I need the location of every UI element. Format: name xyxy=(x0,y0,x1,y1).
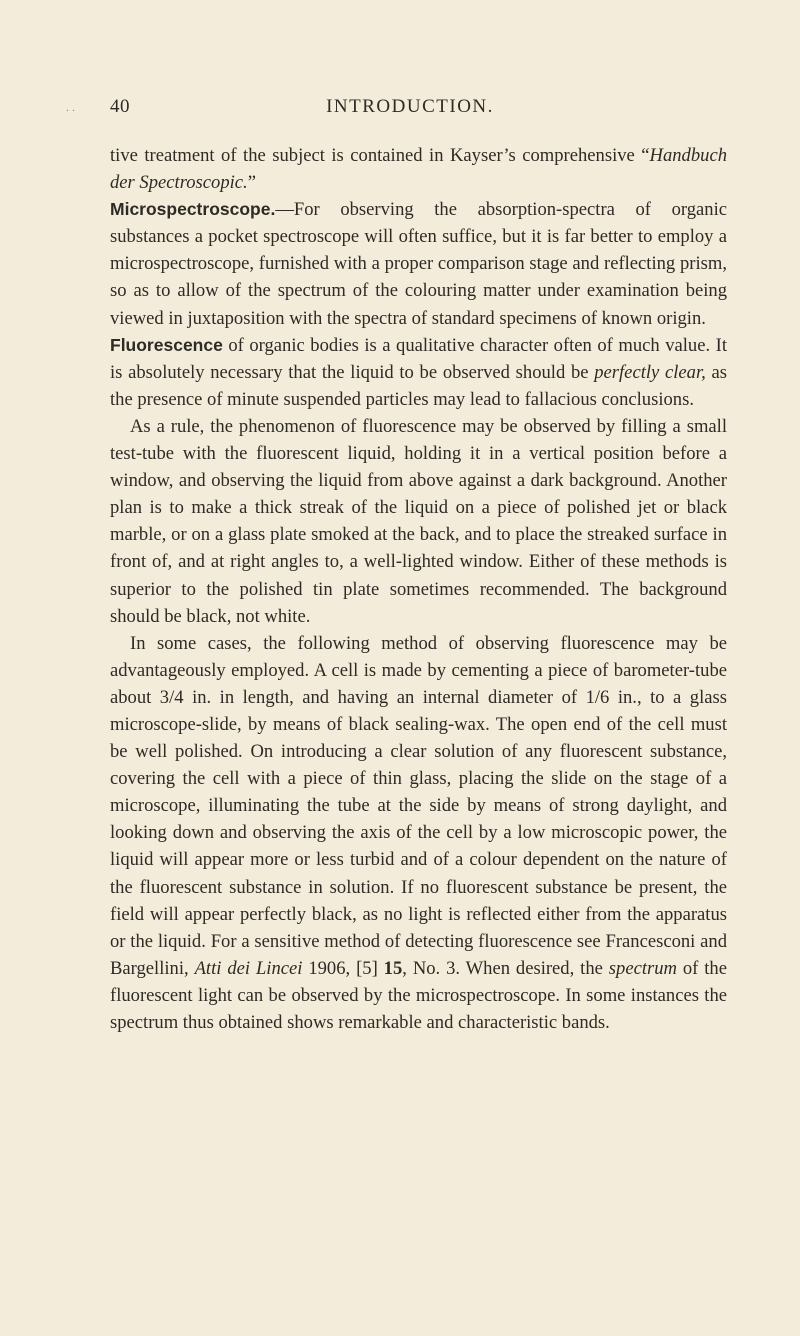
paragraph-some-cases xyxy=(110,630,727,1036)
emphasis-italic: perfectly clear, xyxy=(594,361,706,383)
text-run: of the fluorescent light can be observed by the microspectroscope. In some instances the spectrum thus obtained shows remarkable and characteristic bands. xyxy=(110,957,727,1033)
running-head xyxy=(110,96,710,126)
text-run: In some cases, the following method of observing fluorescence may be advantageously employed. A cell is made by cementing a piece of barometer-tube about 3/4 in. in length, and having an internal diameter of 1/6 in., to a glass microscope-slide, by means of black sealing-wax. The open end of the cell must be well polished. On introducing a clear solution of any fluorescent substance, covering the cell with a piece of thin glass, placing the slide on the stage of a microscope, illuminating the tube at the side by means of strong daylight, and looking down and observing the axis of the cell by a low microscopic power, the liquid will appear more or less turbid and of a colour dependent on the nature of the fluorescent substance in solution. If no fluorescent substance be present, the field will appear perfectly black, as no light is reflected either from the apparatus or the liquid. For a sensitive method of detecting fluorescence see Francesconi and Bargellini, xyxy=(110,632,727,979)
text-run: tive treatment of the subject is contained in Kayser’s comprehensive “ xyxy=(110,145,650,166)
paragraph-fluorescence xyxy=(110,332,727,413)
volume-number-bold: 15 xyxy=(383,957,403,979)
text-run: as the presence of minute suspended particles may lead to fallacious conclusions. xyxy=(110,361,728,410)
paragraph-as-a-rule xyxy=(110,413,727,630)
text-run: 1906, [5] xyxy=(302,957,384,979)
paragraph-continuation xyxy=(110,142,727,196)
book-title-italic: Handbuch der Spectroscopic. xyxy=(110,145,727,194)
body-text xyxy=(110,142,727,1036)
journal-title-italic: Atti dei Lincei xyxy=(194,957,303,979)
section-lead-microspectroscope: Microspectroscope. xyxy=(110,199,276,220)
section-lead-fluorescence: Fluorescence xyxy=(110,334,223,355)
text-run: , No. 3. When desired, the xyxy=(402,957,609,979)
page-number: 40 xyxy=(110,96,130,117)
text-run: As a rule, the phenomenon of fluorescence may be observed by filling a small test-tube with the fluorescent liquid, holding it in a vertical position before a window, and observing the liquid from above against a dark background. Another plan is to make a thick streak of the liquid on a piece of polished jet or black marble, or on a glass plate smoked at the back, and to place the streaked surface in front of, and at right angles to, a well-lighted window. Either of these methods is superior to the polished tin plate sometimes recommended. The background should be black, not white. xyxy=(110,415,727,627)
emphasis-italic: spectrum xyxy=(608,957,677,979)
text-run: of organic bodies is a qualitative character often of much value. It is absolutely necessary that the liquid to be observed should be xyxy=(110,334,727,383)
text-run: —For observing the absorption-spectra of organic substances a pocket spectroscope will often suffice, but it is far better to employ a microspectroscope, furnished with a proper comparison stage and reflecting prism, so as to allow of the spectrum of the colouring matter under examination being viewed in juxtaposition with the spectra of standard specimens of known origin. xyxy=(110,199,727,329)
paragraph-microspectroscope xyxy=(110,196,727,331)
margin-mark: . . xyxy=(66,100,75,114)
running-title: INTRODUCTION. xyxy=(326,96,494,117)
text-run: ” xyxy=(247,172,256,194)
